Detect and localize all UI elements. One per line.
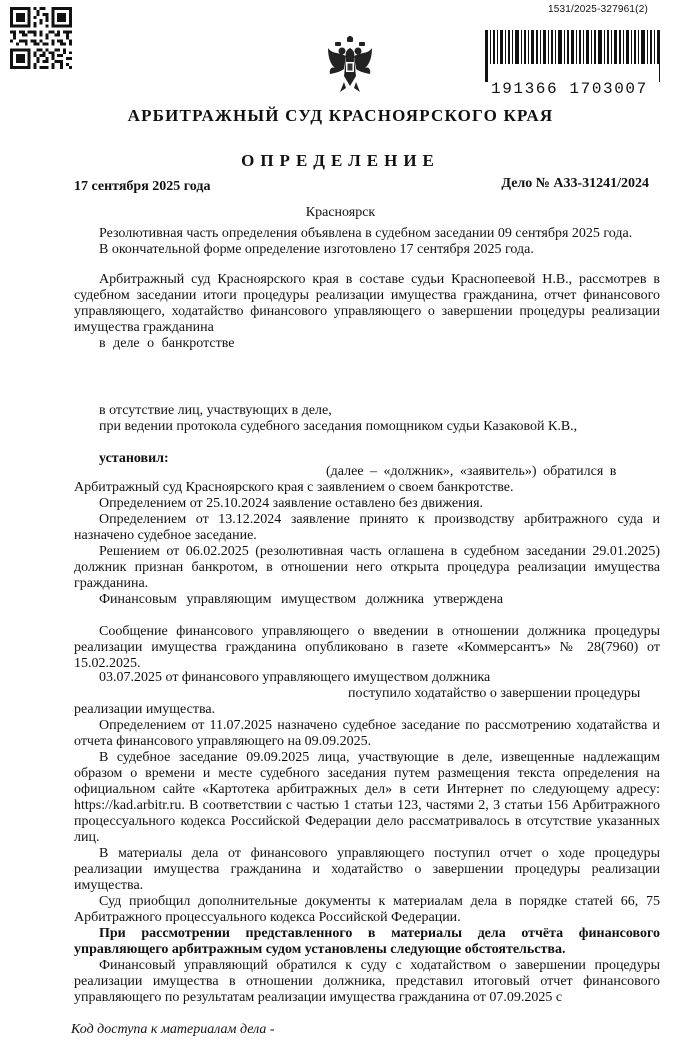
court-name: АРБИТРАЖНЫЙ СУД КРАСНОЯРСКОГО КРАЯ [127, 106, 554, 125]
paragraph-resolution: Резолютивная часть определения объявлена в судебном заседании 09 сентября 2025 года. [99, 226, 633, 241]
paragraph-circumstances: При рассмотрении представленного в материалы дела отчёта финансового управляющего арбитражным судом установлены следующие обстоятельства. [74, 926, 660, 957]
qr-code-icon [10, 7, 72, 69]
paragraph-decision: Решением от 06.02.2025 (резолютивная часть оглашена в судебном заседании 29.01.2025) должник признан банкротом, в отношении него открыта процедура реализации имущества гражданина. [74, 544, 660, 591]
access-code-label: Код доступа к материалам дела - [71, 1022, 275, 1037]
case-number: Дело № А33-31241/2024 [501, 176, 649, 191]
paragraph-manager-approved: Финансовым управляющим имуществом должника утверждена [99, 592, 504, 607]
state-emblem-icon [326, 36, 374, 94]
city: Красноярск [305, 205, 376, 220]
paragraph-final-form: В окончательной форме определение изготовлено 17 сентября 2025 года. [99, 242, 534, 257]
document-date: 17 сентября 2025 года [74, 179, 211, 194]
paragraph-hearing: В судебное заседание 09.09.2025 лица, участвующие в деле, извещенные надлежащим образом о времени и месте судебного заседания путем размещения текста определения на официальном сайте «Картотека арбитражных дел» в сети Интернет по следующему адресу: https://kad.arbitr.ru. В соответствии с частью 1 статьи 123, частями 2, 3 статьи 156 Арбитражного процессуального кодекса Российской Федерации дело рассматривалось в отсутствие указанных лиц. [74, 750, 660, 845]
established-heading: установил: [99, 451, 169, 466]
paragraph-report: В материалы дела от финансового управляющего поступил отчет о ходе процедуры реализации имущества гражданина и ходатайство о завершении процедуры реализации имущества. [74, 846, 660, 893]
paragraph-hearing-scheduled: Определением от 11.07.2025 назначено судебное заседание по рассмотрению ходатайства и отчета финансового управляющего на 09.09.2025. [74, 718, 660, 749]
barcode-number: 191366 1703007 [491, 80, 648, 98]
paragraph-final-report: Финансовый управляющий обратился к суду с ходатайством о завершении процедуры реализации имущества в отношении должника, представил итоговый отчет финансового управляющего по результатам реализации имущества гражданина от 07.09.2025 с [74, 958, 660, 1005]
paragraph-publication: Сообщение финансового управляющего о введении в отношении должника процедуры реализации имущества гражданина опубликовано в газете «Коммерсантъ» № 28(7960) от 15.02.2025. [74, 624, 660, 671]
paragraph-without-motion: Определением от 25.10.2024 заявление оставлено без движения. [99, 496, 484, 511]
paragraph-application: Арбитражный суд Красноярского края с заявлением о своем банкротстве. [74, 480, 514, 495]
document-title: ОПРЕДЕЛЕНИЕ [241, 151, 440, 170]
barcode-icon [485, 30, 661, 82]
paragraph-petition-end: реализации имущества. [74, 702, 216, 717]
paragraph-debtor-applied: (далее – «должник», «заявитель») обратился в [326, 464, 617, 479]
document-reference: 1531/2025-327961(2) [548, 4, 648, 15]
paragraph-absence: в отсутствие лиц, участвующих в деле, [99, 403, 332, 418]
paragraph-accepted: Определением от 13.12.2024 заявление принято к производству арбитражного суда и назначено судебное заседание. [74, 512, 660, 543]
paragraph-petition-date: 03.07.2025 от финансового управляющего имуществом должника [99, 670, 491, 685]
paragraph-petition: поступило ходатайство о завершении процедуры [348, 686, 641, 701]
paragraph-protocol: при ведении протокола судебного заседания помощником судьи Казаковой К.В., [99, 419, 578, 434]
paragraph-bankruptcy-case: в деле о банкротстве [99, 336, 235, 351]
paragraph-intro: Арбитражный суд Красноярского края в составе судьи Краснопеевой Н.В., рассмотрев в судебном заседании итоги процедуры реализации имущества гражданина, отчет финансового управляющего, ходатайство финансового управляющего о завершении процедуры реализации имущества гражданина [74, 272, 660, 335]
paragraph-documents: Суд приобщил дополнительные документы к материалам дела в порядке статей 66, 75 Арбитражного процессуального кодекса Российской Федерации. [74, 894, 660, 925]
